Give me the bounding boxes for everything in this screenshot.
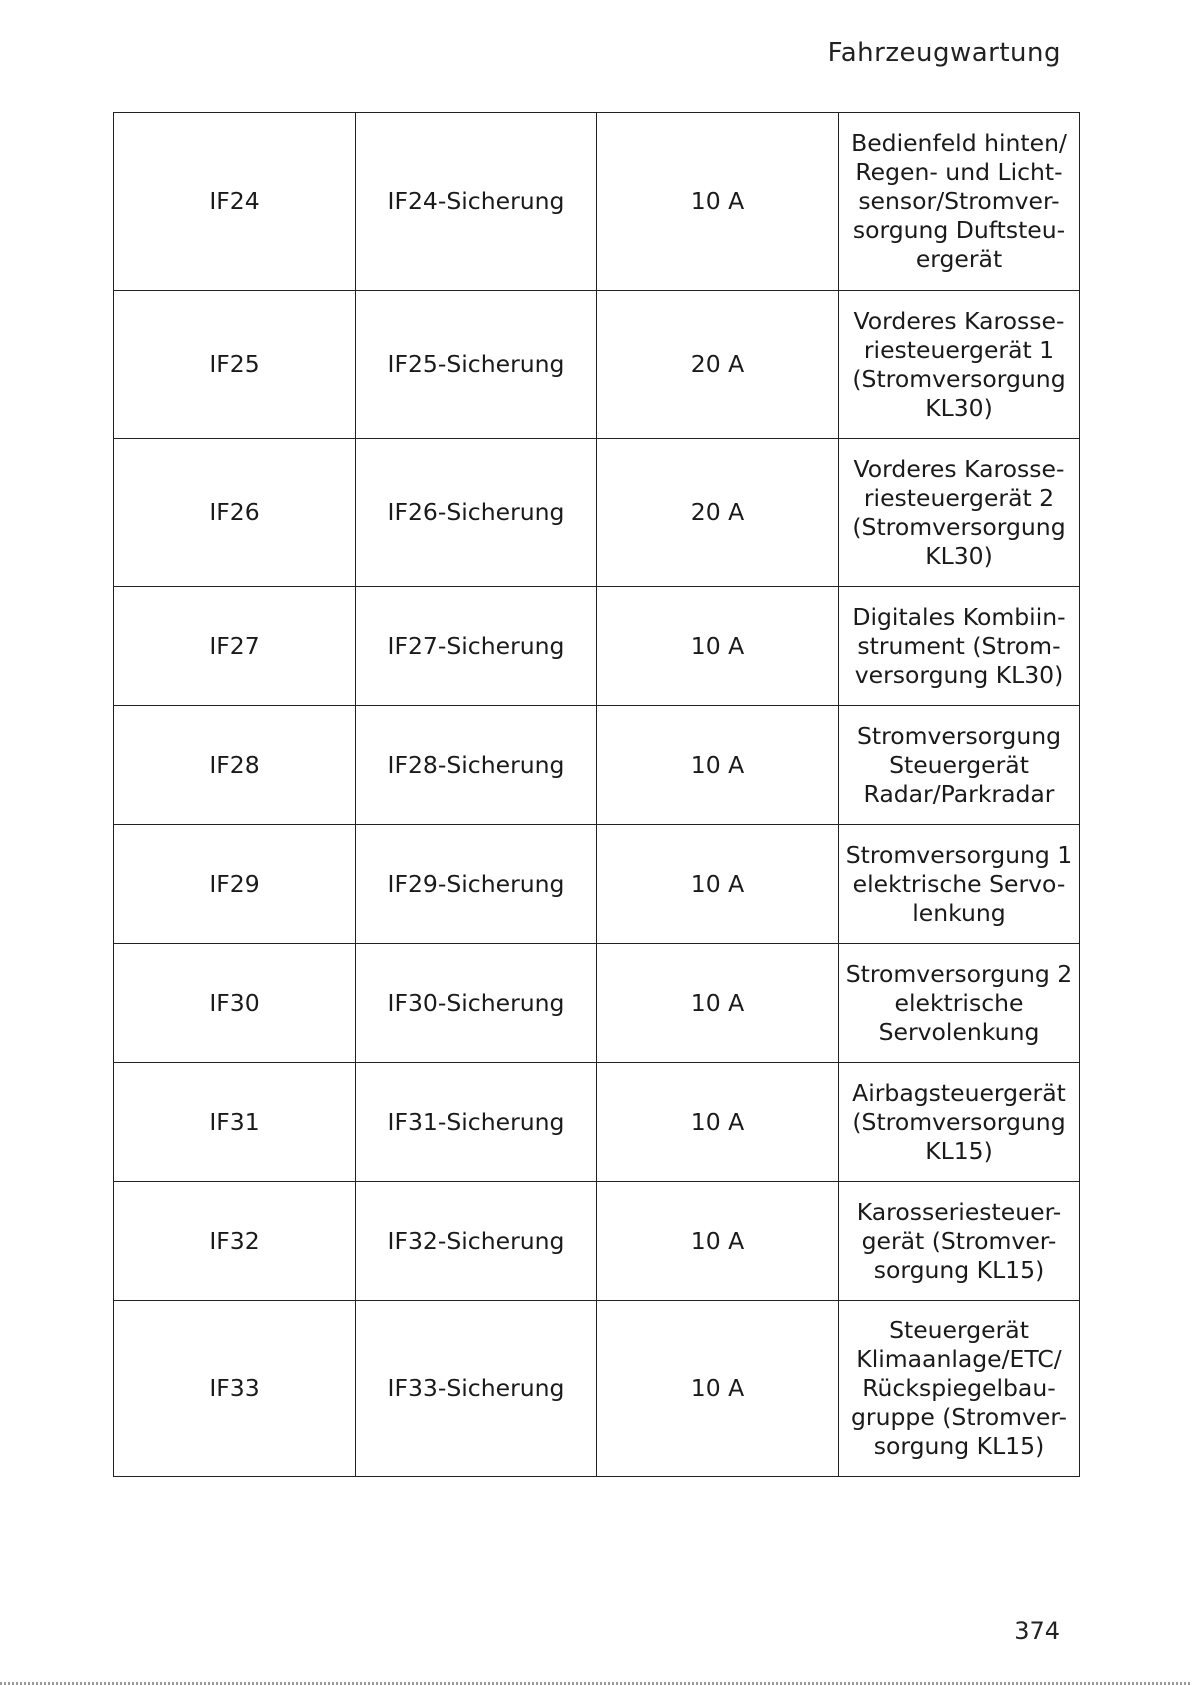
page-number: 374 (1014, 1617, 1060, 1645)
fuse-rating-cell: 20 A (597, 291, 839, 439)
fuse-function-cell: Karosseriesteuer-gerät (Stromver-sorgung KL15) (839, 1182, 1080, 1301)
fuse-function-cell: Stromversorgung Steuergerät Radar/Parkradar (839, 706, 1080, 825)
fuse-id-cell: IF26 (114, 439, 356, 587)
fuse-function-cell: Airbagsteuergerät (Stromversorgung KL15) (839, 1063, 1080, 1182)
fuse-name-cell: IF25-Sicherung (356, 291, 597, 439)
fuse-id-cell: IF25 (114, 291, 356, 439)
fuse-function-cell: Bedienfeld hinten/ Regen- und Licht-sensor/Stromver-sorgung Duftsteu-ergerät (839, 113, 1080, 291)
fuse-name-cell: IF27-Sicherung (356, 587, 597, 706)
fuse-id-cell: IF31 (114, 1063, 356, 1182)
fuse-rating-cell: 10 A (597, 587, 839, 706)
fuse-rating-cell: 10 A (597, 944, 839, 1063)
fuse-function-cell: Stromversorgung 1 elektrische Servo-lenkung (839, 825, 1080, 944)
table-row (114, 439, 1080, 587)
fuse-id-cell: IF27 (114, 587, 356, 706)
fuse-id-cell: IF30 (114, 944, 356, 1063)
fuse-function-cell: Vorderes Karosse-riesteuergerät 2 (Stromversorgung KL30) (839, 439, 1080, 587)
table-row (114, 825, 1080, 944)
fuse-id-cell: IF33 (114, 1301, 356, 1477)
fuse-id-cell: IF29 (114, 825, 356, 944)
running-header: Fahrzeugwartung (827, 38, 1061, 68)
fuse-id-cell: IF24 (114, 113, 356, 291)
fuse-name-cell: IF26-Sicherung (356, 439, 597, 587)
fuse-function-cell: Steuergerät Klimaanlage/ETC/ Rückspiegelbau-gruppe (Stromver-sorgung KL15) (839, 1301, 1080, 1477)
table-row (114, 1182, 1080, 1301)
fuse-id-cell: IF28 (114, 706, 356, 825)
table-row (114, 113, 1080, 291)
table-row (114, 706, 1080, 825)
table-row (114, 944, 1080, 1063)
fuse-rating-cell: 10 A (597, 1182, 839, 1301)
fuse-function-cell: Stromversorgung 2 elektrische Servolenkung (839, 944, 1080, 1063)
fuse-rating-cell: 10 A (597, 1301, 839, 1477)
fuse-function-cell: Digitales Kombiin-strument (Strom-versorgung KL30) (839, 587, 1080, 706)
fuse-name-cell: IF30-Sicherung (356, 944, 597, 1063)
fuse-table (113, 112, 1080, 1477)
fuse-rating-cell: 10 A (597, 825, 839, 944)
fuse-id-cell: IF32 (114, 1182, 356, 1301)
table-row (114, 587, 1080, 706)
fuse-rating-cell: 20 A (597, 439, 839, 587)
fuse-name-cell: IF31-Sicherung (356, 1063, 597, 1182)
fuse-function-cell: Vorderes Karosse-riesteuergerät 1 (Stromversorgung KL30) (839, 291, 1080, 439)
table-row (114, 291, 1080, 439)
fuse-rating-cell: 10 A (597, 113, 839, 291)
fuse-name-cell: IF28-Sicherung (356, 706, 597, 825)
fuse-name-cell: IF24-Sicherung (356, 113, 597, 291)
table-row (114, 1063, 1080, 1182)
table-row (114, 1301, 1080, 1477)
fuse-rating-cell: 10 A (597, 706, 839, 825)
fuse-rating-cell: 10 A (597, 1063, 839, 1182)
fuse-name-cell: IF33-Sicherung (356, 1301, 597, 1477)
fuse-name-cell: IF29-Sicherung (356, 825, 597, 944)
fuse-name-cell: IF32-Sicherung (356, 1182, 597, 1301)
